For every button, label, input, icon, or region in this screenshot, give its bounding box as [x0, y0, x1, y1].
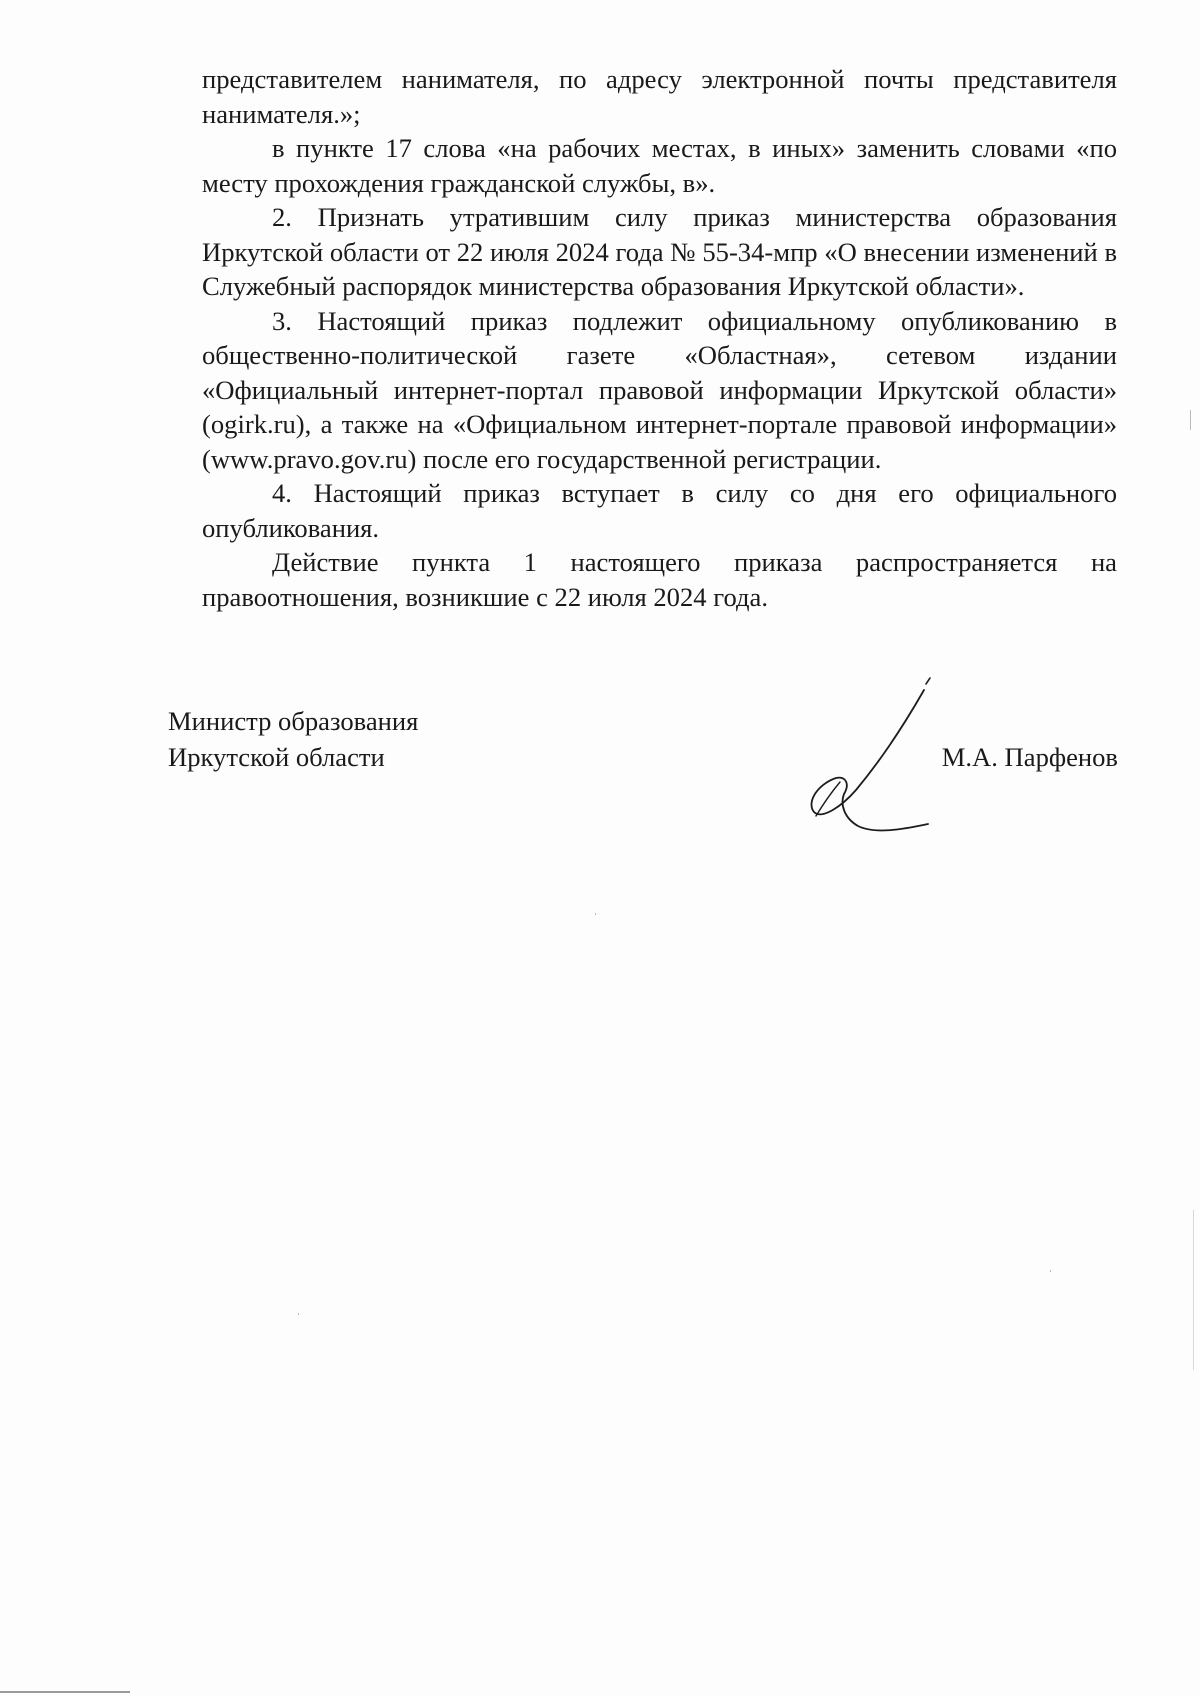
paragraph-continuation: представителем нанимателя, по адресу электронной почты представителя нанимателя.»; — [202, 64, 1117, 129]
scan-artifact — [298, 1313, 299, 1315]
paragraph-point-3: 3. Настоящий приказ подлежит официальному опубликованию в общественно-политической газете «Областная», сетевом издании «Официальный интернет-портал правовой информации Иркутской области» (ogirk.ru), а также на «Официальном интернет-портале правовой информации» (www.pravo.gov.ru) после его государственной регистрации. — [202, 305, 1117, 474]
paragraph-point-4: 4. Настоящий приказ вступает в силу со дня его официального опубликования. — [202, 478, 1117, 543]
document-body — [202, 62, 1117, 614]
scan-artifact — [1193, 1210, 1194, 1370]
handwritten-signature — [800, 670, 950, 850]
signatory-name: М.А. Парфенов — [941, 742, 1118, 772]
signatory-title — [168, 703, 418, 775]
paragraph-point-2: 2. Признать утратившим силу приказ министерства образования Иркутской области от 22 июля 2024 года № 55-34-мпр «О внесении изменений в Служебный распорядок министерства образования Иркутской области». — [202, 202, 1117, 301]
scan-artifact — [595, 913, 596, 915]
paragraph-effect: Действие пункта 1 настоящего приказа распространяется на правоотношения, возникшие с 22 июля 2024 года. — [202, 547, 1117, 612]
signatory-title-line-1: Министр образования — [168, 706, 419, 736]
signatory-title-line-2: Иркутской области — [168, 742, 385, 772]
paragraph-item-17: в пункте 17 слова «на рабочих местах, в иных» заменить словами «по месту прохождения гражданской службы, в». — [202, 133, 1117, 198]
signature-block — [168, 703, 1118, 863]
scan-artifact — [0, 1691, 130, 1693]
scan-artifact — [1050, 1270, 1051, 1272]
scan-artifact — [1190, 410, 1191, 430]
